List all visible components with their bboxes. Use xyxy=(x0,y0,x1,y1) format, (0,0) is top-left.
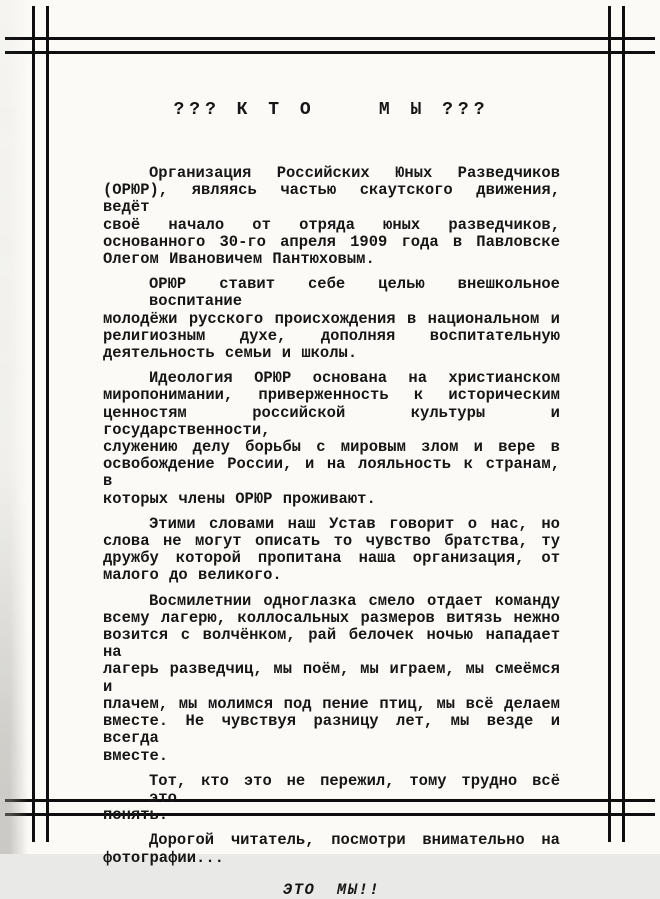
text-line: возится с волчёнком, рай белочек ночью нападает на xyxy=(103,626,560,662)
paragraph xyxy=(103,516,560,585)
frame-line-right-outer xyxy=(622,6,625,842)
frame-line-top-outer xyxy=(5,37,655,40)
text-line: всему лагерю, коллосальных размеров витязь нежно xyxy=(103,608,560,627)
text-line: которых члены ОРЮР проживают. xyxy=(103,489,376,508)
frame-line-top-inner xyxy=(5,51,655,54)
text-line: деятельность семьи и школы. xyxy=(103,344,358,363)
text-line: фотографии... xyxy=(103,848,224,867)
text-line: Этими словами наш Устав говорит о нас, но xyxy=(149,514,560,533)
text-line: малого до великого. xyxy=(103,566,282,585)
body-text xyxy=(103,165,560,867)
text-line: вместе. Не чувствуя разницу лет, мы везде и всегда xyxy=(103,712,560,748)
closing-line: ЭТО МЫ!! xyxy=(282,880,381,899)
page-content xyxy=(103,100,560,899)
paragraph xyxy=(103,370,560,508)
text-line: основанного 30-го апреля 1909 года в Павловске xyxy=(103,232,560,251)
text-line: служению делу борьбы с мировым злом и вере в xyxy=(103,438,560,457)
frame-line-left-outer xyxy=(32,6,35,842)
paragraph xyxy=(103,276,560,362)
paragraph xyxy=(103,773,560,825)
text-line: слова не могут описать то чувство братства, ту xyxy=(103,532,560,551)
text-line: миропонимании, приверженность к историческим xyxy=(103,386,560,405)
paragraph xyxy=(103,593,560,765)
text-line: лагерь разведчиц, мы поём, мы играем, мы смеёмся и xyxy=(103,660,560,696)
text-line: Организация Российских Юных Разведчиков xyxy=(149,164,560,182)
frame-line-right-inner xyxy=(608,6,611,842)
text-line: (ОРЮР), являясь частью скаутского движения, ведёт xyxy=(103,181,560,217)
text-line: Идеология ОРЮР основана на христианском xyxy=(149,369,560,388)
text-line: Дорогой читатель, посмотри внимательно на xyxy=(149,831,560,850)
text-line: своё начало от отряда юных разведчиков, xyxy=(103,215,560,234)
paragraph xyxy=(103,165,560,268)
text-line: ценностям российской культуры и государственности, xyxy=(103,403,560,439)
text-line: Олегом Ивановичем Пантюховым. xyxy=(103,250,375,269)
text-line: ОРЮР ставит себе целью внешкольное воспитание xyxy=(149,275,560,311)
text-line: дружбу которой пропитана наша организация, от xyxy=(103,549,560,568)
text-line: освобождение России, и на лояльность к странам, в xyxy=(103,455,560,491)
frame-line-left-inner xyxy=(46,6,49,842)
text-line: плачем, мы молимся под пение птиц, мы всё делаем xyxy=(103,694,560,713)
text-line: Восмилетнии одноглазка смело отдает команду xyxy=(149,591,560,610)
text-line: вместе. xyxy=(103,746,169,765)
text-line: религиозным духе, дополняя воспитательную xyxy=(103,326,560,345)
scan-shadow xyxy=(0,0,28,854)
text-line: молодёжи русского происхождения в национальном и xyxy=(103,309,560,328)
text-line: Тот, кто это не пережил, тому трудно всё это xyxy=(149,771,560,807)
paragraph xyxy=(103,832,560,866)
page-title: ??? К Т О М Ы ??? xyxy=(173,100,490,120)
text-line: понять. xyxy=(103,806,169,825)
